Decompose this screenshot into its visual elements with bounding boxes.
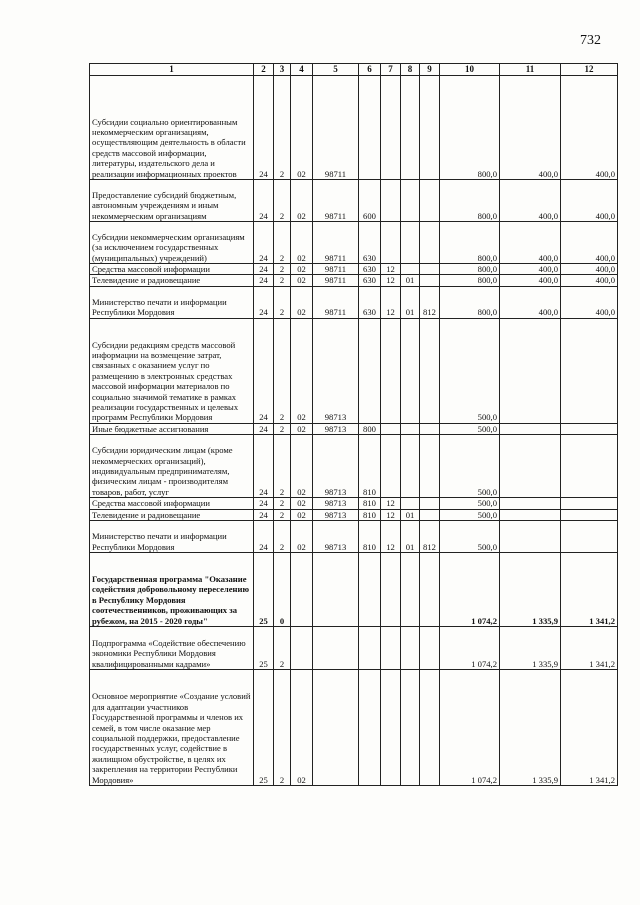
- code-cell: 12: [381, 521, 401, 553]
- code-cell: [401, 498, 420, 509]
- row-name-cell: Государственная программа "Оказание содействия добровольному переселению в Республику Мордовия соотечественников, проживающих за рубежом, на 2015 - 2020 годы": [90, 553, 254, 627]
- row-name-cell: Субсидии редакциям средств массовой информации на возмещение затрат, связанных с оказанием услуг по размещению в электронных средствах массовой информации материалов по социально значимой тематике в рамках реализации государственных и целевых программ Республики Мордовия: [90, 318, 254, 423]
- code-cell: 810: [359, 509, 381, 520]
- code-cell: 98713: [313, 521, 359, 553]
- col-header: 10: [440, 64, 500, 76]
- col-header: 9: [420, 64, 440, 76]
- code-cell: 2: [274, 286, 291, 318]
- code-cell: 630: [359, 264, 381, 275]
- amount-cell: 500,0: [440, 318, 500, 423]
- code-cell: [313, 553, 359, 627]
- code-cell: 812: [420, 286, 440, 318]
- code-cell: 25: [254, 670, 274, 786]
- table-row: [90, 509, 618, 520]
- amount-cell: 400,0: [561, 264, 618, 275]
- code-cell: [401, 264, 420, 275]
- code-cell: 25: [254, 627, 274, 670]
- code-cell: 25: [254, 553, 274, 627]
- amount-cell: [500, 318, 561, 423]
- row-name-cell: Телевидение и радиовещание: [90, 509, 254, 520]
- code-cell: 98711: [313, 264, 359, 275]
- amount-cell: [500, 521, 561, 553]
- amount-cell: 500,0: [440, 509, 500, 520]
- col-header: 6: [359, 64, 381, 76]
- table-row: [90, 435, 618, 498]
- code-cell: 2: [274, 435, 291, 498]
- amount-cell: 400,0: [500, 76, 561, 180]
- table-row: [90, 275, 618, 286]
- code-cell: [401, 76, 420, 180]
- code-cell: 2: [274, 627, 291, 670]
- code-cell: [420, 509, 440, 520]
- code-cell: 98711: [313, 180, 359, 222]
- amount-cell: 800,0: [440, 222, 500, 264]
- amount-cell: 400,0: [561, 180, 618, 222]
- code-cell: 98713: [313, 423, 359, 434]
- code-cell: [401, 553, 420, 627]
- row-name-cell: Субсидии некоммерческим организациям (за исключением государственных (муниципальных) учреждений): [90, 222, 254, 264]
- row-name-cell: Основное мероприятие «Создание условий для адаптации участников Государственной программы и членов их семей, в том числе оказание мер социальной поддержки, предоставление государственных услуг, содействие в жилищном обустройстве, в целях их закрепления на территории Республики Мордовия»: [90, 670, 254, 786]
- table-row: [90, 76, 618, 180]
- col-header: 12: [561, 64, 618, 76]
- code-cell: [381, 180, 401, 222]
- amount-cell: [500, 435, 561, 498]
- code-cell: 98711: [313, 286, 359, 318]
- code-cell: 24: [254, 318, 274, 423]
- code-cell: 24: [254, 423, 274, 434]
- code-cell: [420, 435, 440, 498]
- code-cell: 98711: [313, 222, 359, 264]
- code-cell: 24: [254, 264, 274, 275]
- amount-cell: 1 074,2: [440, 627, 500, 670]
- code-cell: 2: [274, 222, 291, 264]
- code-cell: [401, 627, 420, 670]
- code-cell: [420, 264, 440, 275]
- row-name-cell: Средства массовой информации: [90, 264, 254, 275]
- code-cell: 12: [381, 286, 401, 318]
- code-cell: 02: [291, 498, 313, 509]
- code-cell: [420, 76, 440, 180]
- row-name-cell: Субсидии юридическим лицам (кроме некоммерческих организаций), индивидуальным предпринимателям, физическим лицам - производителям товаров, работ, услуг: [90, 435, 254, 498]
- code-cell: 812: [420, 521, 440, 553]
- code-cell: 2: [274, 318, 291, 423]
- amount-cell: 800,0: [440, 76, 500, 180]
- code-cell: 24: [254, 286, 274, 318]
- amount-cell: 1 335,9: [500, 627, 561, 670]
- code-cell: [291, 553, 313, 627]
- code-cell: 98713: [313, 509, 359, 520]
- amount-cell: 400,0: [500, 180, 561, 222]
- code-cell: [291, 627, 313, 670]
- table-row: [90, 553, 618, 627]
- amount-cell: [561, 498, 618, 509]
- code-cell: [313, 627, 359, 670]
- code-cell: 2: [274, 264, 291, 275]
- amount-cell: [561, 318, 618, 423]
- code-cell: 02: [291, 286, 313, 318]
- col-header: 11: [500, 64, 561, 76]
- code-cell: 2: [274, 498, 291, 509]
- code-cell: [359, 76, 381, 180]
- code-cell: [313, 670, 359, 786]
- table-row: [90, 264, 618, 275]
- amount-cell: [561, 435, 618, 498]
- code-cell: 630: [359, 286, 381, 318]
- amount-cell: 1 341,2: [561, 670, 618, 786]
- code-cell: 02: [291, 180, 313, 222]
- code-cell: 24: [254, 76, 274, 180]
- amount-cell: 800,0: [440, 264, 500, 275]
- code-cell: 02: [291, 318, 313, 423]
- code-cell: [401, 435, 420, 498]
- code-cell: 24: [254, 435, 274, 498]
- col-header: 1: [90, 64, 254, 76]
- code-cell: [381, 423, 401, 434]
- code-cell: [401, 318, 420, 423]
- table-row: [90, 521, 618, 553]
- code-cell: [420, 318, 440, 423]
- code-cell: 98711: [313, 76, 359, 180]
- row-name-cell: Министерство печати и информации Республики Мордовия: [90, 286, 254, 318]
- code-cell: [381, 318, 401, 423]
- code-cell: 01: [401, 521, 420, 553]
- amount-cell: 800,0: [440, 180, 500, 222]
- row-name-cell: Телевидение и радиовещание: [90, 275, 254, 286]
- amount-cell: 500,0: [440, 498, 500, 509]
- code-cell: [420, 180, 440, 222]
- code-cell: 2: [274, 670, 291, 786]
- code-cell: [420, 553, 440, 627]
- code-cell: [381, 553, 401, 627]
- code-cell: 630: [359, 222, 381, 264]
- code-cell: 2: [274, 521, 291, 553]
- amount-cell: [500, 498, 561, 509]
- amount-cell: 400,0: [500, 222, 561, 264]
- table-row: [90, 627, 618, 670]
- code-cell: 98711: [313, 275, 359, 286]
- amount-cell: 1 341,2: [561, 627, 618, 670]
- code-cell: 630: [359, 275, 381, 286]
- budget-table: [89, 63, 618, 786]
- code-cell: [420, 670, 440, 786]
- col-header: 2: [254, 64, 274, 76]
- amount-cell: 400,0: [561, 286, 618, 318]
- amount-cell: 400,0: [561, 275, 618, 286]
- amount-cell: [500, 509, 561, 520]
- table-row: [90, 670, 618, 786]
- amount-cell: 1 335,9: [500, 670, 561, 786]
- row-name-cell: Подпрограмма «Содействие обеспечению экономики Республики Мордовия квалифицированными кадрами»: [90, 627, 254, 670]
- table-row: [90, 286, 618, 318]
- amount-cell: 400,0: [561, 76, 618, 180]
- code-cell: 01: [401, 286, 420, 318]
- code-cell: 98713: [313, 435, 359, 498]
- code-cell: 02: [291, 264, 313, 275]
- code-cell: 02: [291, 423, 313, 434]
- code-cell: 02: [291, 76, 313, 180]
- amount-cell: 1 074,2: [440, 553, 500, 627]
- code-cell: 2: [274, 509, 291, 520]
- col-header: 7: [381, 64, 401, 76]
- code-cell: 24: [254, 222, 274, 264]
- row-name-cell: Средства массовой информации: [90, 498, 254, 509]
- code-cell: 2: [274, 76, 291, 180]
- code-cell: 12: [381, 264, 401, 275]
- amount-cell: 1 341,2: [561, 553, 618, 627]
- code-cell: [401, 222, 420, 264]
- code-cell: 24: [254, 180, 274, 222]
- code-cell: 24: [254, 498, 274, 509]
- code-cell: [381, 222, 401, 264]
- code-cell: [401, 670, 420, 786]
- code-cell: 810: [359, 498, 381, 509]
- code-cell: 600: [359, 180, 381, 222]
- amount-cell: 500,0: [440, 435, 500, 498]
- code-cell: [381, 670, 401, 786]
- code-cell: [420, 498, 440, 509]
- code-cell: [420, 627, 440, 670]
- amount-cell: [561, 521, 618, 553]
- table-row: [90, 423, 618, 434]
- code-cell: [359, 553, 381, 627]
- amount-cell: 1 335,9: [500, 553, 561, 627]
- row-name-cell: Иные бюджетные ассигнования: [90, 423, 254, 434]
- amount-cell: 400,0: [561, 222, 618, 264]
- amount-cell: 800,0: [440, 286, 500, 318]
- table-row: [90, 180, 618, 222]
- header-row: [90, 64, 618, 76]
- code-cell: 2: [274, 423, 291, 434]
- code-cell: 810: [359, 521, 381, 553]
- table-row: [90, 318, 618, 423]
- code-cell: 98713: [313, 318, 359, 423]
- code-cell: 24: [254, 275, 274, 286]
- amount-cell: 1 074,2: [440, 670, 500, 786]
- code-cell: [359, 318, 381, 423]
- code-cell: [401, 423, 420, 434]
- col-header: 4: [291, 64, 313, 76]
- code-cell: 02: [291, 222, 313, 264]
- code-cell: [420, 275, 440, 286]
- code-cell: 02: [291, 275, 313, 286]
- code-cell: [359, 627, 381, 670]
- code-cell: 12: [381, 498, 401, 509]
- code-cell: 01: [401, 275, 420, 286]
- code-cell: 02: [291, 509, 313, 520]
- code-cell: [420, 423, 440, 434]
- amount-cell: [500, 423, 561, 434]
- code-cell: 98713: [313, 498, 359, 509]
- amount-cell: 500,0: [440, 423, 500, 434]
- col-header: 8: [401, 64, 420, 76]
- table-row: [90, 222, 618, 264]
- code-cell: 24: [254, 509, 274, 520]
- code-cell: 12: [381, 275, 401, 286]
- code-cell: 810: [359, 435, 381, 498]
- code-cell: 2: [274, 275, 291, 286]
- code-cell: 02: [291, 670, 313, 786]
- code-cell: [381, 76, 401, 180]
- code-cell: 02: [291, 521, 313, 553]
- row-name-cell: Министерство печати и информации Республики Мордовия: [90, 521, 254, 553]
- code-cell: [420, 222, 440, 264]
- code-cell: [381, 435, 401, 498]
- code-cell: 0: [274, 553, 291, 627]
- code-cell: [401, 180, 420, 222]
- code-cell: 12: [381, 509, 401, 520]
- col-header: 5: [313, 64, 359, 76]
- row-name-cell: Предоставление субсидий бюджетным, автономным учреждениям и иным некоммерческим организациям: [90, 180, 254, 222]
- code-cell: [381, 627, 401, 670]
- row-name-cell: Субсидии социально ориентированным некоммерческим организациям, осуществляющим деятельность в области средств массовой информации, литературы, издательского дела и реализации информационных проектов: [90, 76, 254, 180]
- col-header: 3: [274, 64, 291, 76]
- amount-cell: 400,0: [500, 286, 561, 318]
- amount-cell: [561, 509, 618, 520]
- page-number: 732: [580, 33, 601, 48]
- code-cell: [359, 670, 381, 786]
- table-row: [90, 498, 618, 509]
- amount-cell: 500,0: [440, 521, 500, 553]
- amount-cell: 800,0: [440, 275, 500, 286]
- code-cell: 01: [401, 509, 420, 520]
- amount-cell: 400,0: [500, 275, 561, 286]
- code-cell: 2: [274, 180, 291, 222]
- amount-cell: [561, 423, 618, 434]
- code-cell: 800: [359, 423, 381, 434]
- amount-cell: 400,0: [500, 264, 561, 275]
- code-cell: 24: [254, 521, 274, 553]
- code-cell: 02: [291, 435, 313, 498]
